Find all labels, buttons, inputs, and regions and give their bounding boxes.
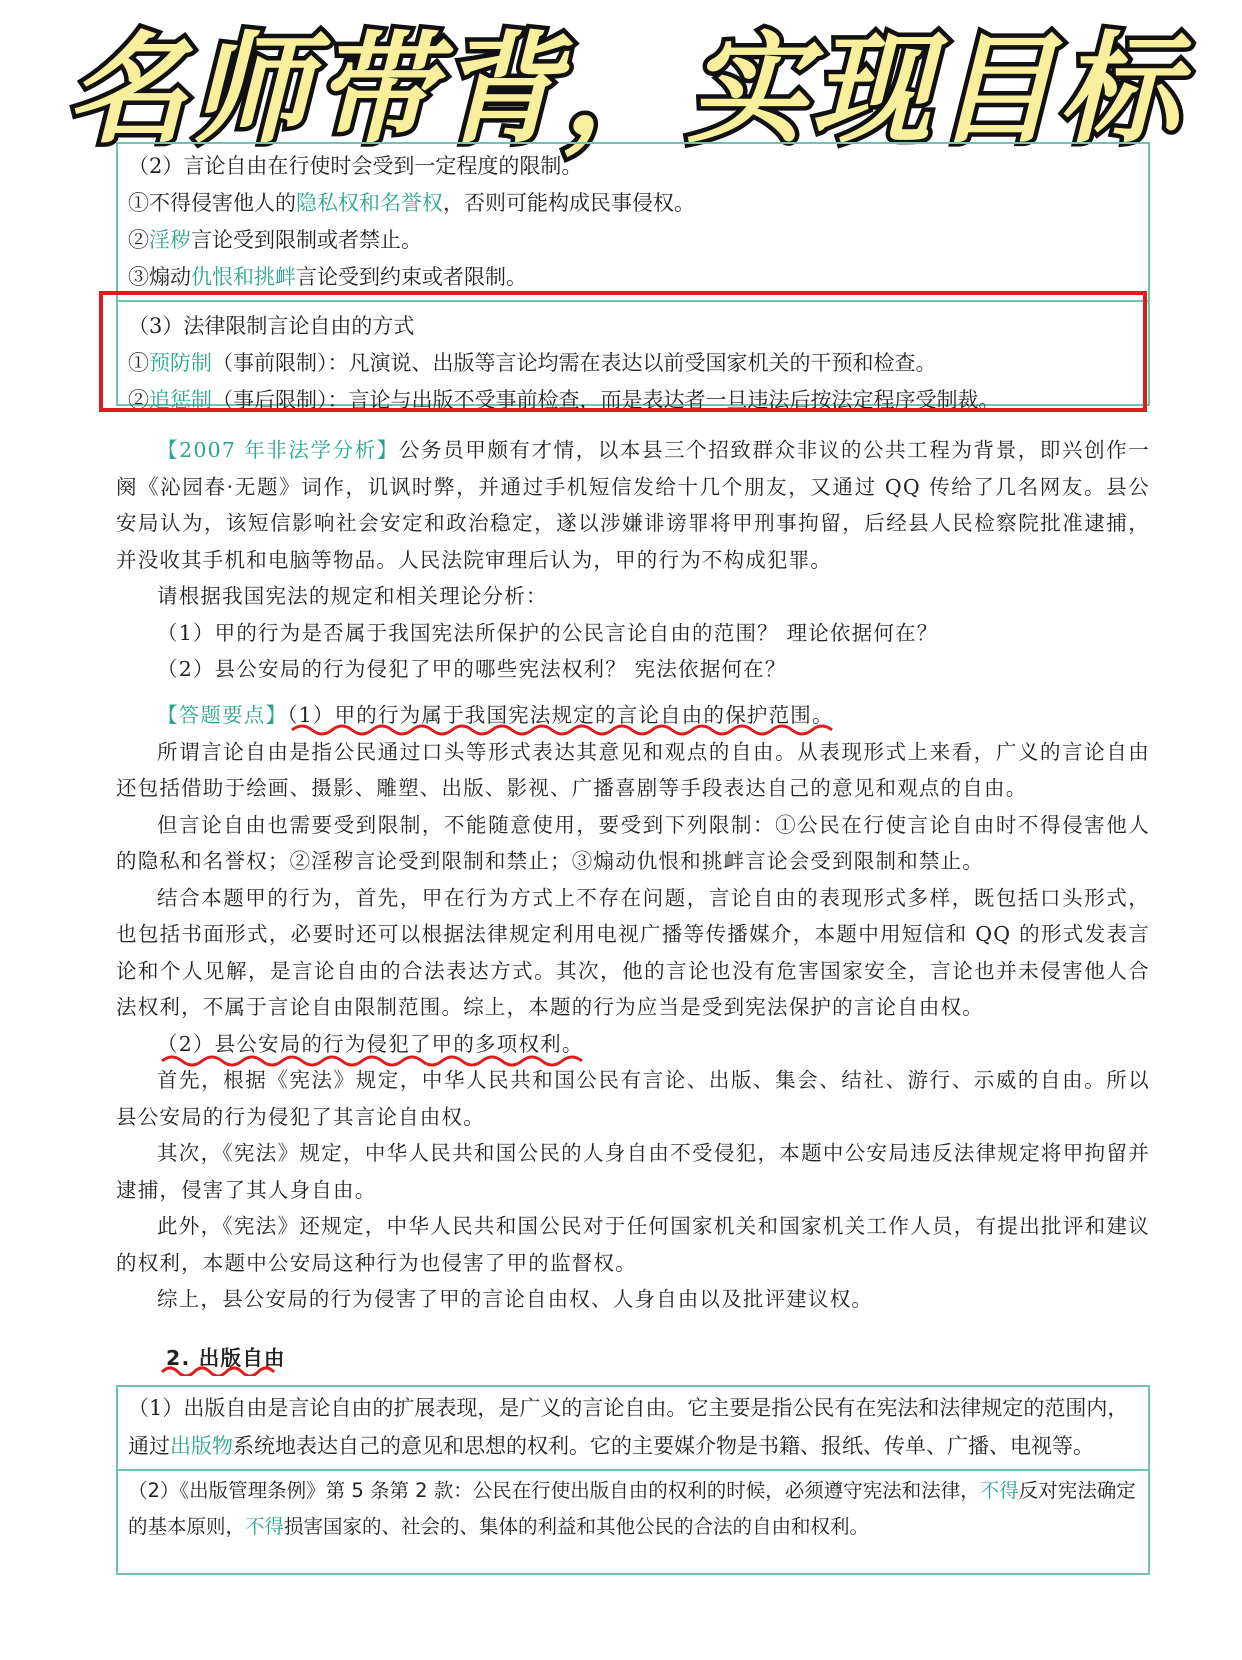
squiggle-underline xyxy=(160,1362,280,1376)
banner xyxy=(0,0,1242,160)
banner-title: 名师带背，实现目标 xyxy=(67,21,1183,160)
box-row: （3）法律限制言论自由的方式 xyxy=(118,300,1148,345)
box-row: （2）言论自由在行使时会受到一定程度的限制。 xyxy=(128,154,583,178)
press-freedom-box xyxy=(116,1385,1150,1575)
box-row: ①不得侵害他人的隐私权和名誉权，否则可能构成民事侵权。 xyxy=(128,191,695,215)
case-prompt: 请根据我国宪法的规定和相关理论分析： xyxy=(157,584,548,608)
answer-paragraph: 此外，《宪法》还规定，中华人民共和国公民对于任何国家机关和国家机关工作人员，有提出批评和建议的权利，本题中公安局这种行为也侵害了甲的监督权。 xyxy=(116,1214,1150,1275)
case-question-2: （2）县公安局的行为侵犯了甲的哪些宪法权利？ 宪法依据何在？ xyxy=(157,657,787,681)
box-row: ②追惩制（事后限制）：言论与出版不受事前检查，而是表达者一旦违法后按法定程序受制裁。 xyxy=(128,388,1000,412)
box-row: （1）出版自由是言论自由的扩展表现，是广义的言论自由。它主要是指公民有在宪法和法律规定的范围内，通过出版物系统地表达自己的意见和思想的权利。它的主要媒介物是书籍、报纸、传单、广播、电视等。 xyxy=(128,1396,1129,1458)
answer-paragraph: 首先，根据《宪法》规定，中华人民共和国公民有言论、出版、集会、结社、游行、示威的自由。所以县公安局的行为侵犯了其言论自由权。 xyxy=(116,1068,1150,1129)
red-highlight-frame xyxy=(99,291,1147,412)
box-row: （2）《出版管理条例》第 5 条第 2 款：公民在行使出版自由的权利的时候，必须遵守宪法和法律，不得反对宪法确定的基本原则，不得损害国家的、社会的、集体的利益和其他公民的合法的自由和权利。 xyxy=(118,1469,1148,1545)
case-paragraph: 【2007 年非法学分析】公务员甲颇有才情，以本县三个招致群众非议的公共工程为背景，即兴创作一阕《沁园春·无题》词作，讥讽时弊，并通过手机短信发给十几个朋友，又通过 QQ 传给了几名网友。县公安局认为，该短信影响社会安定和政治稳定，遂以涉嫌诽谤罪将甲刑事拘留，后经县人民检察院批准逮捕，并没收其手机和电脑等物品。人民法院审理后认为，甲的行为不构成犯罪。 xyxy=(116,438,1150,572)
answer-paragraph: 综上，县公安局的行为侵害了甲的言论自由权、人身自由以及批评建议权。 xyxy=(157,1287,874,1311)
section-heading: 2. 出版自由 xyxy=(166,1346,286,1370)
box-row: ③煽动仇恨和挑衅言论受到约束或者限制。 xyxy=(128,265,527,289)
case-section xyxy=(116,432,1150,688)
box-row: ②淫秽言论受到限制或者禁止。 xyxy=(128,228,422,252)
squiggle-underline xyxy=(160,1053,590,1071)
answer-paragraph: 结合本题甲的行为，首先，甲在行为方式上不存在问题，言论自由的表现形式多样，既包括口头形式，也包括书面形式，必要时还可以根据法律规定利用电视广播等传播媒介，本题中用短信和 QQ 的形式发表言论和个人见解，是言论自由的合法表达方式。其次，他的言论也没有危害国家安全，言论也并未侵害他人合法权利，不属于言论自由限制范围。综上，本题的行为应当是受到宪法保护的言论自由权。 xyxy=(116,885,1150,1019)
answer-point-2: （2）县公安局的行为侵犯了甲的多项权利。 xyxy=(157,1031,584,1056)
answer-paragraph: 但言论自由也需要受到限制，不能随意使用，要受到下列限制：①公民在行使言论自由时不得侵害他人的隐私和名誉权；②淫秽言论受到限制和禁止；③煽动仇恨和挑衅言论会受到限制和禁止。 xyxy=(116,812,1150,873)
case-question-1: （1）甲的行为是否属于我国宪法所保护的公民言论自由的范围？ 理论依据何在？ xyxy=(157,620,939,645)
box-row: ①预防制（事前限制）：凡演说、出版等言论均需在表达以前受国家机关的干预和检查。 xyxy=(128,351,937,375)
answer-paragraph: 所谓言论自由是指公民通过口头等形式表达其意见和观点的自由。从表现形式上来看，广义的言论自由还包括借助于绘画、摄影、雕塑、出版、影视、广播喜剧等手段表达自己的意见和观点的自由。 xyxy=(116,739,1150,800)
squiggle-underline xyxy=(290,722,850,740)
answer-section xyxy=(116,697,1150,1318)
answer-point-1: 【答题要点】（1）甲的行为属于我国宪法规定的言论自由的保护范围。 xyxy=(157,703,834,727)
answer-paragraph: 其次，《宪法》规定，中华人民共和国公民的人身自由不受侵犯，本题中公安局违反法律规定将甲拘留并逮捕，侵害了其人身自由。 xyxy=(116,1141,1150,1202)
